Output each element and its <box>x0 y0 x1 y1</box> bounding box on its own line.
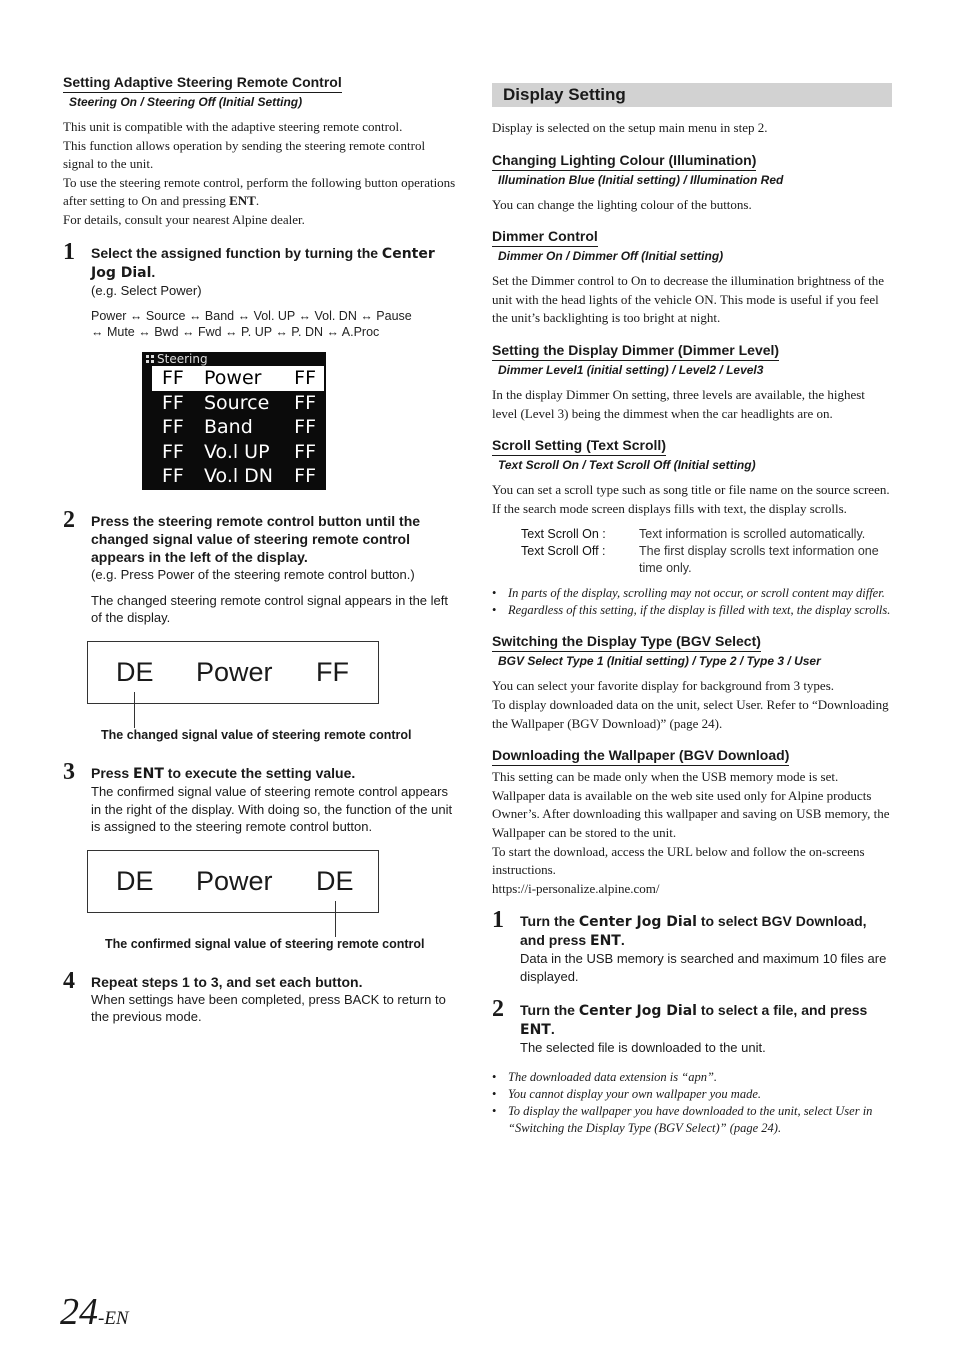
section-subtitle-text-scroll: Text Scroll On / Text Scroll Off (Initial setting) <box>498 458 756 473</box>
section-title-bgv-select: Switching the Display Type (BGV Select) <box>492 633 761 652</box>
display-setting-intro: Display is selected on the setup main menu in step 2. <box>492 120 768 135</box>
step-example: (e.g. Press Power of the steering remote control button.) <box>91 567 415 583</box>
menu-grid-icon <box>146 355 154 363</box>
step-3 <box>63 758 459 836</box>
lcd-row: FF Source FF <box>162 391 316 414</box>
section-title-illumination: Changing Lighting Colour (Illumination) <box>492 152 756 171</box>
display-left-value: DE <box>116 656 154 687</box>
paragraph: To use the steering remote control, perform the following button operations after setting to On and pressing ENT. <box>63 174 456 209</box>
scroll-notes <box>492 585 892 619</box>
lcd-row: FF Band FF <box>162 416 316 439</box>
step-title: Press the steering remote control button until the changed signal value of steering remote control appears in the left of the display. <box>91 513 421 566</box>
step-body: The changed steering remote control signal appears in the left of the display. <box>91 592 448 626</box>
page-number: 24-EN <box>60 1291 129 1333</box>
step-example: (e.g. Select Power) <box>91 282 202 298</box>
bgv-select-body: You can select your favorite display for background from 3 types. To display downloaded data on the unit, select User. Refer to “Downloading the Wallpaper (BGV Download)” (page 24). <box>492 678 889 731</box>
note-item: • You cannot display your own wallpaper you made. <box>492 1086 892 1103</box>
dimmer-level-body: In the display Dimmer On setting, three levels are available, the highest level (Level 3) being the dimmest when the car headlights are on. <box>492 386 865 421</box>
dimmer-body: Set the Dimmer control to On to decrease the illumination brightness of the unit with the head lights of the vehicle ON. This mode is useful if you feel the unit’s backlighting is too bright at night. <box>492 273 885 326</box>
lcd-row: FF Vo.l DN FF <box>162 465 316 488</box>
section-subtitle-dimmer: Dimmer On / Dimmer Off (Initial setting) <box>498 249 724 264</box>
function-sequence: Power ↔ Source ↔ Band ↔ Vol. UP ↔ Vol. DN ↔ Pause ↔ Mute ↔ Bwd ↔ Fwd ↔ P. UP ↔ P. DN ↔ A.Proc <box>91 309 412 340</box>
definition-row: Text Scroll Off : The first display scrolls text information one time only. <box>521 544 879 576</box>
step-number: 1 <box>63 238 75 265</box>
display-left-value: DE <box>116 865 154 896</box>
definition-row: Text Scroll On : Text information is scrolled automatically. <box>521 527 866 542</box>
section-subtitle-dimmer-level: Dimmer Level1 (initial setting) / Level2 / Level3 <box>498 362 764 377</box>
lcd-row: FF Vo.l UP FF <box>162 440 316 463</box>
step-title: Select the assigned function by turning the Center Jog Dial. <box>91 244 435 281</box>
step-body: Data in the USB memory is searched and maximum 10 files are displayed. <box>520 951 887 984</box>
step-title: Turn the Center Jog Dial to select a file, and press ENT. <box>520 1002 868 1039</box>
section-title-bgv-download: Downloading the Wallpaper (BGV Download) <box>492 747 789 766</box>
download-notes <box>492 1069 892 1137</box>
steering-lcd-screen <box>142 352 326 490</box>
steering-intro <box>63 118 459 230</box>
step-2 <box>63 507 459 627</box>
step-title: Press ENT to execute the setting value. <box>91 764 356 782</box>
paragraph: For details, consult your nearest Alpine dealer. <box>63 211 305 227</box>
left-column <box>63 74 459 1026</box>
display-setting-heading: Display Setting <box>492 83 892 107</box>
step-body: The confirmed signal value of steering remote control appears in the right of the display. With doing so, the function of the unit is assigned to the steering remote control button. <box>91 783 453 835</box>
download-url: https://i-personalize.alpine.com/ <box>492 880 660 896</box>
illumination-body: You can change the lighting colour of the buttons. <box>492 196 752 212</box>
section-title-steering: Setting Adaptive Steering Remote Control <box>63 74 342 93</box>
caption-changed-signal: The changed signal value of steering remote control <box>101 727 412 742</box>
section-subtitle-bgv-select: BGV Select Type 1 (Initial setting) / Type 2 / Type 3 / User <box>498 654 821 669</box>
bgv-download-body: This setting can be made only when the USB memory mode is set. Wallpaper data is available on the web site used only for Alpine products Owner’s. After downloading this wallpaper and saving on USB memory, the Wallpaper can be stored to the unit. To start the download, access the URL below and follow the on-screens instructions. https://i-personalize.alpine.com/ <box>492 768 892 898</box>
display-right-value: FF <box>316 656 349 687</box>
step-body: When settings have been completed, press BACK to return to the previous mode. <box>91 991 446 1025</box>
display-right-value: DE <box>316 865 354 896</box>
note-item: • To display the wallpaper you have downloaded to the unit, select User in “Switching the Display Type (BGV Select)” (page 24). <box>492 1103 892 1137</box>
lcd-row-selected: FF Power FF <box>152 366 324 391</box>
right-column <box>492 74 892 1137</box>
callout-line <box>134 692 135 728</box>
step-number: 1 <box>492 907 504 934</box>
step-number: 2 <box>492 996 504 1023</box>
step-title: Repeat steps 1 to 3, and set each button. <box>91 973 363 990</box>
paragraph: This function allows operation by sending the steering remote control signal to the unit. <box>63 137 426 172</box>
section-title-text-scroll: Scroll Setting (Text Scroll) <box>492 437 666 456</box>
note-item: • The downloaded data extension is “apn”. <box>492 1069 892 1086</box>
download-step-1 <box>492 907 892 985</box>
note-item: • Regardless of this setting, if the display is filled with text, the display scrolls. <box>492 602 892 619</box>
section-title-dimmer-level: Setting the Display Dimmer (Dimmer Level) <box>492 342 779 361</box>
note-item: • In parts of the display, scrolling may not occur, or scroll content may differ. <box>492 585 892 602</box>
display-confirmed-signal <box>87 850 379 913</box>
step-number: 2 <box>63 507 75 534</box>
step-1 <box>63 238 459 341</box>
section-subtitle-illumination: Illumination Blue (Initial setting) / Illumination Red <box>498 172 784 187</box>
display-function: Power <box>196 656 273 687</box>
step-body: The selected file is downloaded to the unit. <box>520 1040 766 1056</box>
step-number: 4 <box>63 967 75 994</box>
download-step-2 <box>492 996 892 1057</box>
section-title-dimmer: Dimmer Control <box>492 228 598 247</box>
caption-confirmed-signal: The confirmed signal value of steering remote control <box>105 936 425 951</box>
step-4 <box>63 967 459 1026</box>
display-function: Power <box>196 865 273 896</box>
text-scroll-body: You can set a scroll type such as song title or file name on the source screen. If the search mode screen displays fills with text, the display scrolls. <box>492 482 890 516</box>
lcd-header: Steering <box>142 352 326 366</box>
step-number: 3 <box>63 758 75 785</box>
section-subtitle-steering: Steering On / Steering Off (Initial Setting) <box>69 95 303 109</box>
step-title: Turn the Center Jog Dial to select BGV Download, and press ENT. <box>520 913 867 950</box>
paragraph: This unit is compatible with the adaptive steering remote control. <box>63 119 403 134</box>
display-changed-signal <box>87 641 379 704</box>
callout-line <box>335 901 336 937</box>
